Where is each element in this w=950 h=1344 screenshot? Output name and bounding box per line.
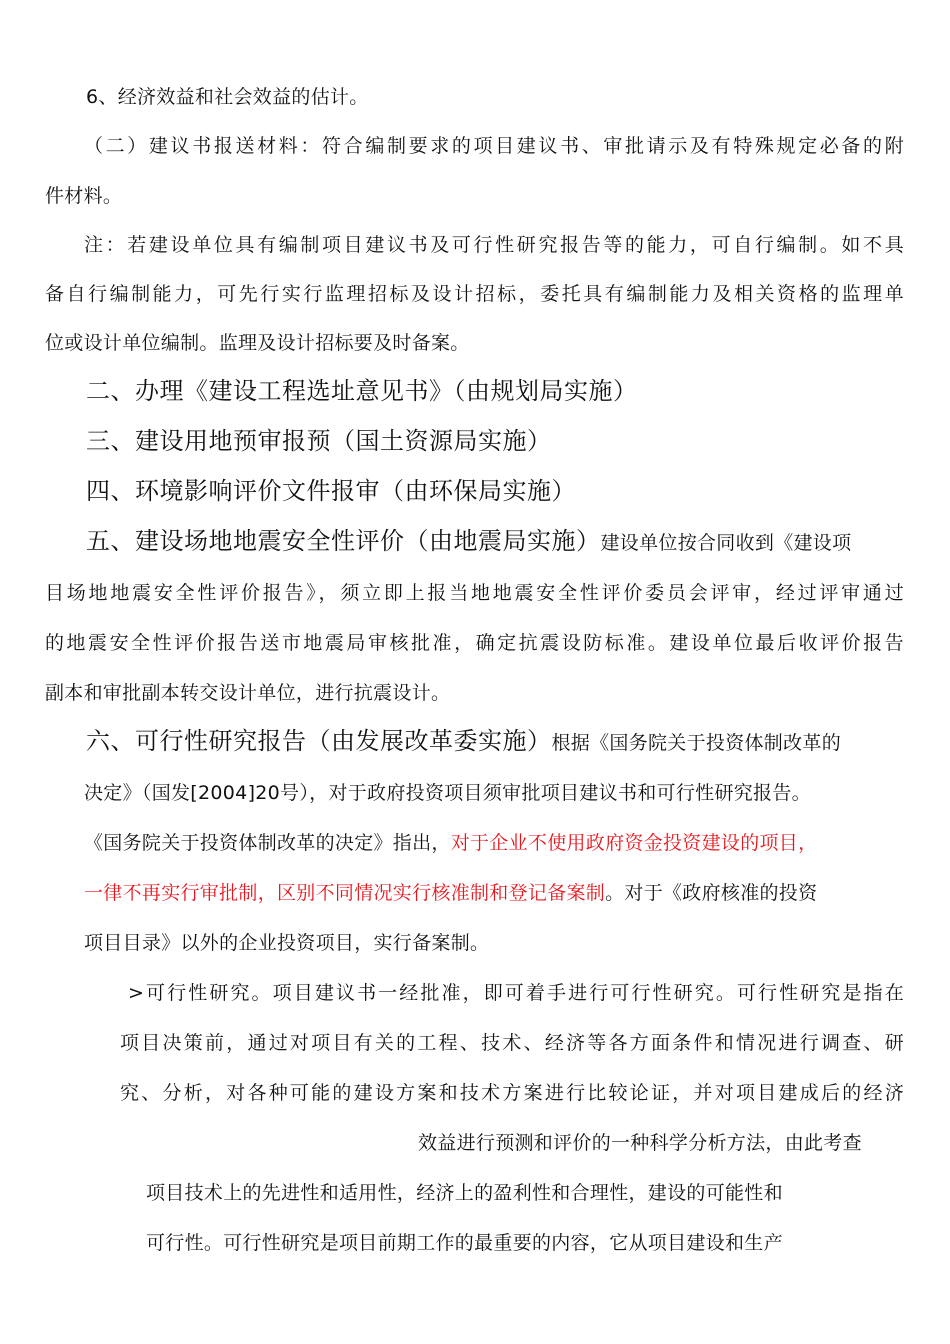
section-heading: 四、环境影响评价文件报审（由环保局实施） bbox=[86, 477, 576, 505]
text-run: 根据《国务院关于投资体制改革的 bbox=[551, 732, 842, 754]
section-heading: 三、建设用地预审报预（国土资源局实施） bbox=[86, 427, 552, 455]
section-heading: 五、建设场地地震安全性评价（由地震局实施） bbox=[86, 527, 601, 555]
text-line: 究、分析，对各种可能的建设方案和技术方案进行比较论证，并对项目建成后的经济 bbox=[120, 1082, 904, 1104]
text-line: 决定》（国发[2004]20号），对于政府投资项目须审批项目建议书和可行性研究报告。 bbox=[84, 782, 811, 804]
text-line: 项目目录》以外的企业投资项目，实行备案制。 bbox=[84, 932, 490, 954]
text-line bbox=[84, 880, 817, 906]
text-line: 件材料。 bbox=[45, 185, 123, 207]
text-line: 注：若建设单位具有编制项目建议书及可行性研究报告等的能力，可自行编制。如不具 bbox=[84, 234, 904, 256]
text-line: 副本和审批副本转交设计单位，进行抗震设计。 bbox=[45, 682, 451, 704]
text-line: 目场地地震安全性评价报告》，须立即上报当地地震安全性评价委员会评审，经过评审通过 bbox=[45, 582, 904, 604]
text-line: 位或设计单位编制。监理及设计招标要及时备案。 bbox=[45, 332, 470, 354]
text-run: 建设单位按合同收到《建设项 bbox=[600, 532, 852, 554]
section-heading-line bbox=[86, 726, 841, 758]
section-heading: 二、办理《建设工程选址意见书》（由规划局实施） bbox=[86, 377, 638, 405]
text-line: （二）建议书报送材料：符合编制要求的项目建议书、审批请示及有特殊规定必备的附 bbox=[84, 135, 904, 157]
text-line: 6、经济效益和社会效益的估计。 bbox=[86, 86, 369, 108]
section-heading: 六、可行性研究报告（由发展改革委实施） bbox=[86, 727, 552, 755]
text-line: 效益进行预测和评价的一种科学分析方法，由此考查 bbox=[418, 1132, 862, 1154]
text-line bbox=[84, 830, 817, 856]
text-line: 备自行编制能力，可先行实行监理招标及设计招标，委托具有编制能力及相关资格的监理单 bbox=[45, 283, 904, 305]
text-run: 。对于《政府核准的投资 bbox=[605, 882, 818, 904]
text-line: 项目决策前，通过对项目有关的工程、技术、经济等各方面条件和情况进行调查、研 bbox=[120, 1032, 904, 1054]
highlighted-text: 对于企业不使用政府资金投资建设的项目， bbox=[450, 832, 818, 854]
section-heading-line bbox=[86, 526, 851, 558]
text-line: >可行性研究。项目建议书一经批准，即可着手进行可行性研究。可行性研究是指在 bbox=[128, 982, 904, 1004]
text-line: 项目技术上的先进性和适用性，经济上的盈利性和合理性，建设的可能性和 bbox=[146, 1182, 783, 1204]
text-line: 的地震安全性评价报告送市地震局审核批准，确定抗震设防标准。建设单位最后收评价报告 bbox=[45, 632, 904, 654]
highlighted-text: 一律不再实行审批制，区别不同情况实行核准制和登记备案制 bbox=[84, 882, 606, 904]
text-run: 《国务院关于投资体制改革的决定》指出， bbox=[84, 832, 451, 854]
text-line: 可行性。可行性研究是项目前期工作的最重要的内容，它从项目建设和生产 bbox=[146, 1232, 783, 1254]
